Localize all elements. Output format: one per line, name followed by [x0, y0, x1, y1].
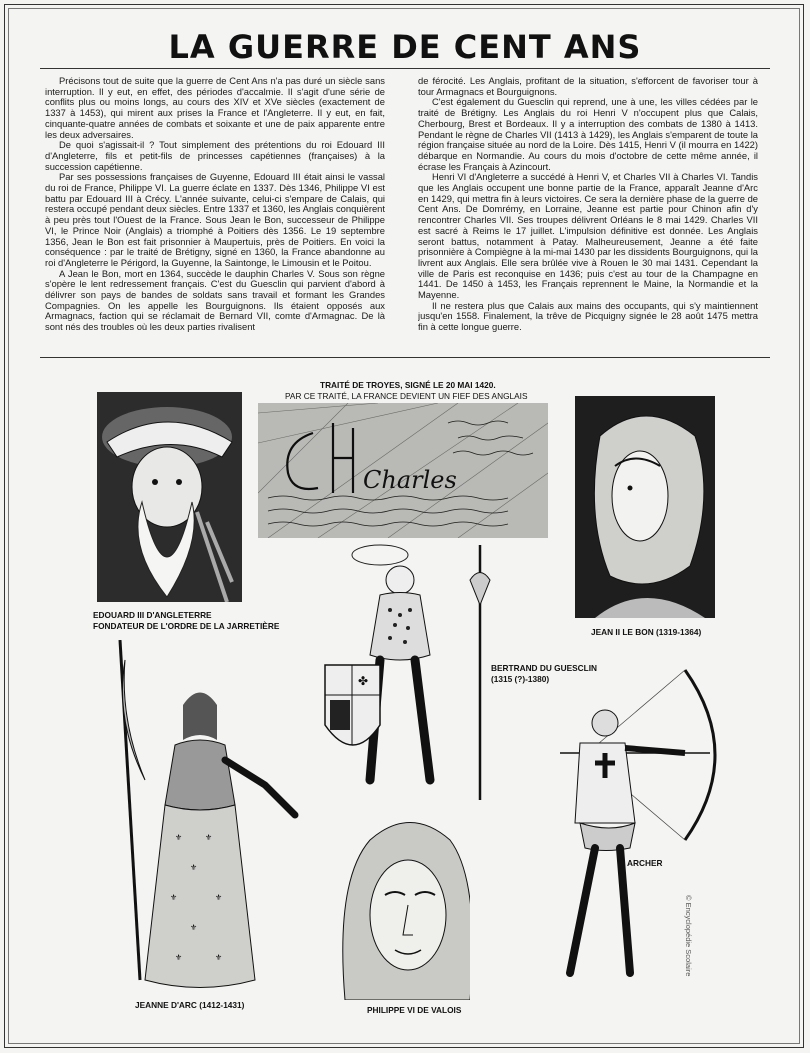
paragraph: A Jean le Bon, mort en 1364, succède le dauphin Charles V. Sous son règne s'opère le lent redressement français. C'est du Guesclin qui parvient d'abord à délivrer son pays de bandes de soldats sans travail et formant les Grandes Compagnies. On les appelle les Bourguignons. Ils étaient opposés aux Armagnacs, faction qui se réclamait de Bernard VII, comte d'Armagnac. De là sont nés des troubles où les deux parties rivalisent — [45, 267, 385, 333]
svg-text:⚜: ⚜ — [215, 893, 223, 902]
svg-text:⚜: ⚜ — [215, 953, 223, 962]
jeanne-caption: JEANNE D'ARC (1412-1431) — [135, 1000, 245, 1010]
edouard-iii-portrait — [97, 392, 242, 602]
edouard-caption-line1: EDOUARD III D'ANGLETERRE — [93, 610, 212, 620]
paragraph: C'est également du Guesclin qui reprend, une à une, les villes cédées par le traité de Brétigny. Les Anglais du roi Henri V n'occupent plus que Calais, Cherbourg, Brest et Bordeaux. Il y a interruption des combats de 1380 à 1413. Pendant le règne de Charles VII (1413 à 1429), les Anglais s'emparent de toute la région française située au nord de la Loire. Dès 1415, Henri V (il mourra en 1422) débarque en Normandie. Au cours du mois d'octobre de cette même année, il écrase les Français à Azincourt. — [418, 96, 758, 172]
edouard-caption-line2: FONDATEUR DE L'ORDRE DE LA JARRETIÈRE — [93, 621, 280, 631]
bertrand-du-guesclin-figure — [320, 540, 510, 805]
jean-caption: JEAN II LE BON (1319-1364) — [591, 627, 702, 637]
svg-text:⚜: ⚜ — [175, 833, 183, 842]
paragraph: de férocité. Les Anglais, profitant de la situation, s'efforcent de favoriser tour à tour Armagnacs et Bourguignons. — [418, 76, 758, 97]
treaty-manuscript-image — [258, 403, 548, 538]
paragraph: De quoi s'agissait-il ? Tout simplement des prétentions du roi Edouard III d'Angleterre, fils et petit-fils de princesses capétiennes (françaises) à la succession capétienne. — [45, 139, 385, 172]
manuscript-signature: Charles — [363, 466, 457, 494]
paragraph: Henri VI d'Angleterre a succédé à Henri V, et Charles VII à Charles VI. Tandis que les Anglais occupent une bonne partie de la France, apparaît Jeanne d'Arc en 1429, qui mettra fin à leurs victoires. Ce sera la dernière phase de la guerre de Cent Ans. De Domrémy, en Lorraine, Jeanne est partie pour Chinon afin d'y rencontrer Charles VII. Ses troupes délivrent Orléans le 8 mai 1429. Charles VII est sacré à Reims le 17 juillet. L'impulsion définitive est donnée. Les Anglais seront battus, notamment à Patay. Malheureusement, Jeanne a été faite prisonnière à Compiègne à la mi-mai 1430 par les dissidents Bourguignons, qui la livrent aux Anglais. Elle sera brûlée vive à Rouen le 30 mai 1431. Cependant la ville de Paris est reconquise en 1436; puis c'est au tour de la Champagne en 1441. De 1450 à 1453, les Français reprennent le Maine, la Normandie et la Mayenne. — [418, 171, 758, 301]
jeanne-darc-figure — [95, 640, 305, 995]
philippe-caption: PHILIPPE VI DE VALOIS — [367, 1005, 462, 1015]
svg-text:⚜: ⚜ — [190, 863, 198, 872]
treaty-subcaption: PAR CE TRAITÉ, LA FRANCE DEVIENT UN FIEF DES ANGLAIS — [285, 391, 528, 401]
svg-text:⚜: ⚜ — [170, 893, 178, 902]
jean-ii-portrait — [575, 396, 715, 618]
treaty-caption: TRAITÉ DE TROYES, SIGNÉ LE 20 MAI 1420. — [320, 380, 496, 390]
text-column-right — [418, 76, 758, 350]
title-rule — [40, 68, 770, 69]
archer-caption: ARCHER — [627, 858, 663, 868]
philippe-vi-portrait — [340, 815, 470, 1000]
paragraph: Par ses possessions françaises de Guyenne, Edouard III était ainsi le vassal du roi de France, Philippe VI. La guerre éclate en 1337. Dès 1346, Philippe VI est battu par Edouard III à Crécy. L'année suivante, celui-ci s'empare de Calais, qui restera occupé pendant deux siècles. Entre 1337 et 1360, les Anglais conquièrent à peu près tout l'Ouest de la France. Sous Jean le Bon, successeur de Philippe VI, le Prince Noir (Anglais) a triomphé à Poitiers dès 1356. Le 19 septembre 1356, Jean le Bon est fait prisonnier à Maupertuis, près de Poitiers. En voici la conséquence : par le traité de Brétigny, signé en 1360, la France abandonne au roi d'Angleterre le Périgord, la Guyenne, la Saintonge, le Limousin et le Poitou. — [45, 171, 385, 268]
svg-text:⚜: ⚜ — [190, 923, 198, 932]
svg-text:⚜: ⚜ — [205, 833, 213, 842]
bertrand-caption-line2: (1315 (?)-1380) — [491, 674, 550, 684]
section-rule — [40, 357, 770, 358]
svg-text:⚜: ⚜ — [175, 953, 183, 962]
copyright-credit: © Encyclopédie Scolaire — [684, 895, 693, 977]
svg-text:✤: ✤ — [358, 674, 369, 688]
bertrand-caption-line1: BERTRAND DU GUESCLIN — [491, 663, 598, 673]
page-title: LA GUERRE DE CENT ANS — [168, 28, 642, 66]
text-column-left — [45, 76, 385, 350]
paragraph: Précisons tout de suite que la guerre de Cent Ans n'a pas duré un siècle sans interruption. Il y eut, en effet, des périodes d'accalmie. Il s'agit d'une série de conflits plus ou moins longs, au cours des XIV et XVe siècles (exactement de 1337 à 1453), qui mirent aux prises la France et l'Angleterre. Il y eut, en fait, cinquante-quatre années de combats et soixante et une de paix apparente entre les deux adversaires. — [45, 76, 385, 140]
paragraph: Il ne restera plus que Calais aux mains des occupants, qui s'y maintiennent jusqu'en 1558. Finalement, la trêve de Picquigny signée le 28 août 1475 mettra fin à cette longue guerre. — [418, 299, 758, 333]
